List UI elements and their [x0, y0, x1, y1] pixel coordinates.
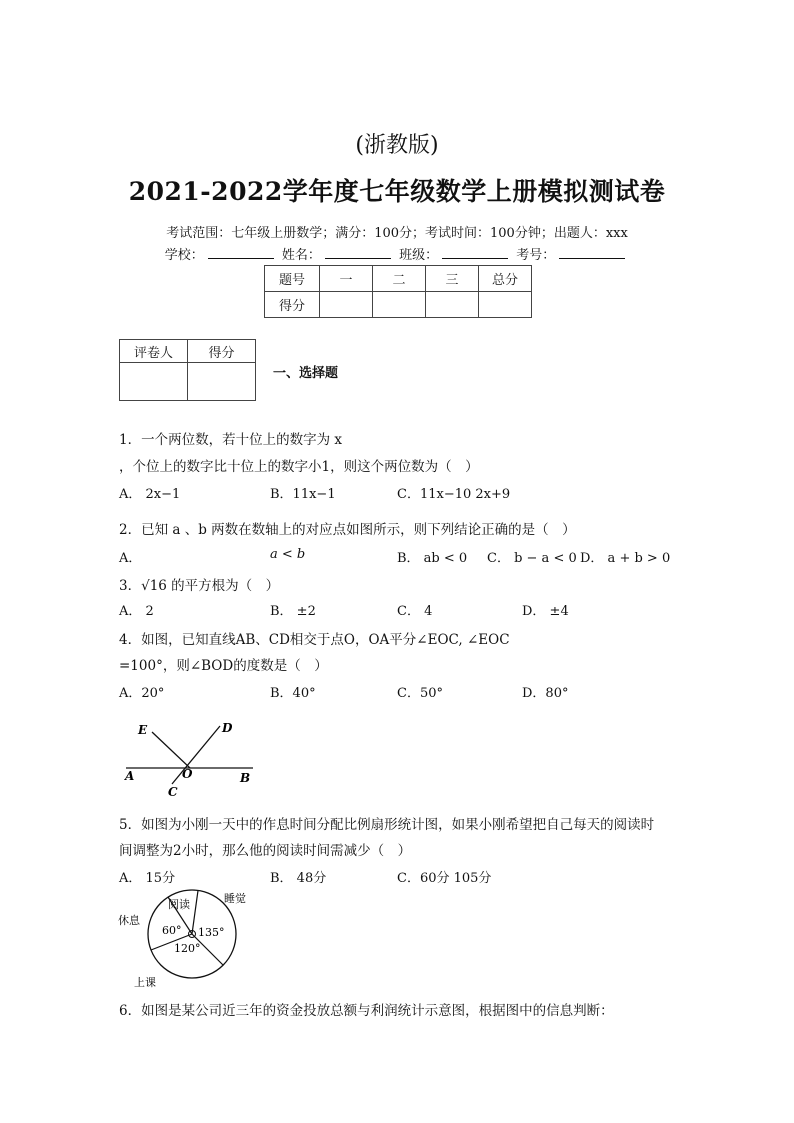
- question-1-line1: 1．一个两位数，若十位上的数字为 x: [119, 432, 342, 448]
- question-4-line2: =100°，则∠BOD的度数是（ ）: [119, 658, 328, 674]
- field-class-blank[interactable]: [442, 246, 508, 259]
- question-4-line1: 4．如图，已知直线AB、CD相交于点O，OA平分∠EOC, ∠EOC: [119, 632, 510, 648]
- question-3-option-c[interactable]: C． 4: [397, 604, 433, 619]
- question-3-option-b[interactable]: B． ±2: [270, 604, 316, 619]
- score-header-cell: 一: [320, 266, 373, 292]
- question-3-option-d[interactable]: D． ±4: [522, 604, 569, 619]
- question-5-line2: 间调整为2小时，那么他的阅读时间需减少（ ）: [119, 843, 412, 859]
- label-d: D: [222, 721, 233, 735]
- grader-header-row: [120, 340, 256, 363]
- pie-angle-60: 60°: [162, 924, 182, 937]
- paper-title: 2021-2022学年度七年级数学上册模拟测试卷: [128, 177, 666, 206]
- score-row-label: 得分: [265, 292, 320, 318]
- grader-value-row: [120, 363, 256, 401]
- section-title: 一、选择题: [273, 366, 339, 381]
- label-o: O: [182, 767, 193, 781]
- question-5-option-b[interactable]: B． 48分: [270, 871, 327, 886]
- question-1-option-b[interactable]: B．11x−1: [270, 487, 336, 502]
- label-c: C: [168, 785, 178, 798]
- score-cell[interactable]: [479, 292, 532, 318]
- question-6-line1: 6．如图是某公司近三年的资金投放总额与利润统计示意图，根据图中的信息判断：: [119, 1003, 614, 1019]
- question-3-option-a[interactable]: A． 2: [119, 604, 154, 619]
- question-4-option-c[interactable]: C．50°: [397, 686, 443, 701]
- grader-table: [119, 339, 256, 401]
- question-2-option-d[interactable]: D． a + b > 0: [580, 551, 671, 566]
- score-table-header-row: [265, 266, 532, 292]
- field-school-blank[interactable]: [208, 246, 274, 259]
- question-5-line1: 5．如图为小刚一天中的作息时间分配比例扇形统计图，如果小刚希望把自己每天的阅读时: [119, 817, 655, 833]
- question-2-option-b[interactable]: B． ab < 0: [397, 551, 468, 566]
- pie-label-rest: 休息: [118, 914, 140, 927]
- question-5-option-c[interactable]: C．60分 105分: [397, 871, 492, 886]
- score-cell[interactable]: [426, 292, 479, 318]
- score-header-cell: 总分: [479, 266, 532, 292]
- grader-cell[interactable]: [120, 363, 188, 401]
- score-header-cell: 二: [373, 266, 426, 292]
- pie-angle-135: 135°: [198, 926, 225, 939]
- score-header-cell: 题号: [265, 266, 320, 292]
- grader-header-cell: 得分: [188, 340, 256, 363]
- pie-label-sleep: 睡觉: [224, 892, 246, 905]
- score-cell[interactable]: [373, 292, 426, 318]
- question-2-line1: 2．已知 a 、b 两数在数轴上的对应点如图所示，则下列结论正确的是（ ）: [119, 522, 576, 538]
- question-4-option-a[interactable]: A．20°: [119, 686, 165, 701]
- score-table-value-row: [265, 292, 532, 318]
- score-cell[interactable]: [320, 292, 373, 318]
- field-number-label: 考号：: [516, 248, 556, 263]
- pie-angle-120: 120°: [174, 942, 201, 955]
- question-4-option-b[interactable]: B．40°: [270, 686, 316, 701]
- pie-label-reading: 阅读: [168, 898, 190, 911]
- question-5-option-a[interactable]: A． 15分: [119, 871, 176, 886]
- question-4-lines-figure: [118, 716, 268, 798]
- line-cd: [172, 726, 220, 784]
- student-fields: [0, 244, 794, 263]
- question-3-line1: 3．√16 的平方根为（ ）: [119, 578, 280, 594]
- field-name-label: 姓名：: [281, 248, 321, 263]
- question-2-option-c[interactable]: C． b − a < 0: [487, 551, 577, 566]
- field-school-label: 学校：: [164, 248, 204, 263]
- label-b: B: [240, 771, 251, 785]
- field-class-label: 班级：: [399, 248, 439, 263]
- question-1-option-c[interactable]: C．11x−10 2x+9: [397, 487, 511, 502]
- score-table: [264, 265, 532, 318]
- paper-subtitle: (浙教版): [355, 133, 439, 158]
- ray-oe: [152, 732, 190, 768]
- grader-header-cell: 评卷人: [120, 340, 188, 363]
- question-5-pie-figure: [116, 886, 256, 990]
- question-4-option-d[interactable]: D．80°: [522, 686, 569, 701]
- score-header-cell: 三: [426, 266, 479, 292]
- question-2-option-a-label[interactable]: A．: [119, 551, 142, 566]
- label-a: A: [125, 769, 135, 783]
- field-number-blank[interactable]: [559, 246, 625, 259]
- pie-label-class: 上课: [134, 976, 156, 989]
- question-1-line2: ，个位上的数字比十位上的数字小1，则这个两位数为（ ）: [119, 459, 479, 475]
- label-e: E: [138, 723, 148, 737]
- question-2-option-a-expr[interactable]: a < b: [270, 547, 306, 562]
- exam-info: 考试范围：七年级上册数学；满分：100分；考试时间：100分钟；出题人：xxx: [166, 226, 628, 241]
- grader-cell[interactable]: [188, 363, 256, 401]
- field-name-blank[interactable]: [325, 246, 391, 259]
- question-1-option-a[interactable]: A． 2x−1: [119, 487, 181, 502]
